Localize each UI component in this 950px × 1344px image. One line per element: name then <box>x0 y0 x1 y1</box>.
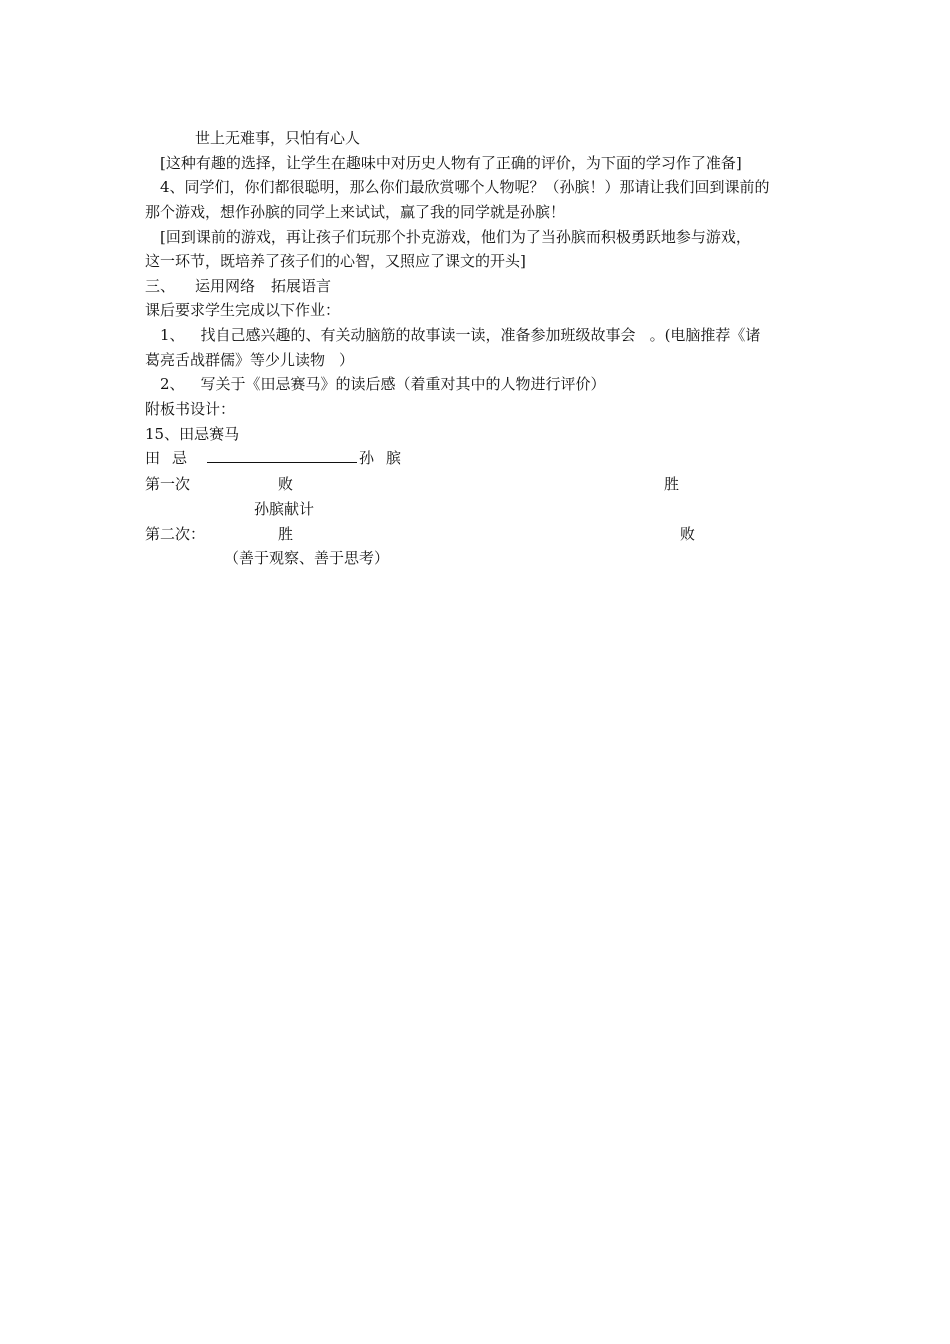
homework-1-line-2-a: 葛亮舌战群儒》等少儿读物 <box>145 351 326 369</box>
section-3-heading <box>145 274 331 298</box>
board-title: 15、田忌赛马 <box>145 425 240 443</box>
teaching-note-2-line-1: [回到课前的游戏，再让孩子们玩那个扑克游戏，他们为了当孙膑而积极勇跃地参与游戏， <box>160 228 751 246</box>
homework-2-line <box>160 372 606 396</box>
board-design-label: 附板书设计： <box>145 400 236 418</box>
homework-2-number: 2、 <box>160 375 185 393</box>
homework-2-text: 写关于《田忌赛马》的读后感（着重对其中的人物进行评价） <box>200 375 606 393</box>
sunbin-char-2: 膑 <box>386 449 402 467</box>
sunbin-char-1: 孙 <box>359 449 375 467</box>
section-3-part-a: 运用网络 <box>195 277 256 295</box>
tianji-char-1: 田 <box>145 449 161 467</box>
sunbin-advice: 孙膑献计 <box>254 500 315 518</box>
teaching-note-2-line-2: 这一环节，既培养了孩子们的心智，又照应了课文的开头] <box>145 252 526 270</box>
round-1-tianji-result: 败 <box>278 475 294 493</box>
item-4-line-2: 那个游戏，想作孙膑的同学上来试试，赢了我的同学就是孙膑！ <box>145 203 566 221</box>
homework-1-text-a: 找自己感兴趣的、有关动脑筋的故事读一读，准备参加班级故事会 <box>200 326 636 344</box>
homework-1-text-b: 。(电脑推荐《诸 <box>649 326 761 344</box>
round-2-label: 第二次： <box>145 525 206 543</box>
homework-1-line-2-b: ） <box>339 351 355 369</box>
round-2-king-result: 败 <box>680 525 696 543</box>
homework-1-line-1 <box>160 323 760 347</box>
round-2-tianji-result: 胜 <box>278 525 294 543</box>
tianji-char-2: 忌 <box>172 449 188 467</box>
teaching-note-1: [这种有趣的选择，让学生在趣味中对历史人物有了正确的评价，为下面的学习作了准备] <box>160 154 742 172</box>
homework-1-number: 1、 <box>160 326 185 344</box>
round-1-king-result: 胜 <box>664 475 680 493</box>
section-3-part-b: 拓展语言 <box>271 277 332 295</box>
moral-summary: （善于观察、善于思考） <box>224 549 390 567</box>
board-header-row <box>145 446 401 470</box>
homework-1-line-2 <box>145 348 354 372</box>
homework-intro: 课后要求学生完成以下作业： <box>145 301 341 319</box>
item-4-line-1: 4、同学们，你们都很聪明，那么你们最欣赏哪个人物呢？（孙膑！）那请让我们回到课前的 <box>160 178 770 196</box>
section-3-number: 三、 <box>145 277 176 295</box>
round-1-label: 第一次 <box>145 475 191 493</box>
proverb-line: 世上无难事，只怕有心人 <box>195 129 361 147</box>
connector-line <box>207 447 357 463</box>
